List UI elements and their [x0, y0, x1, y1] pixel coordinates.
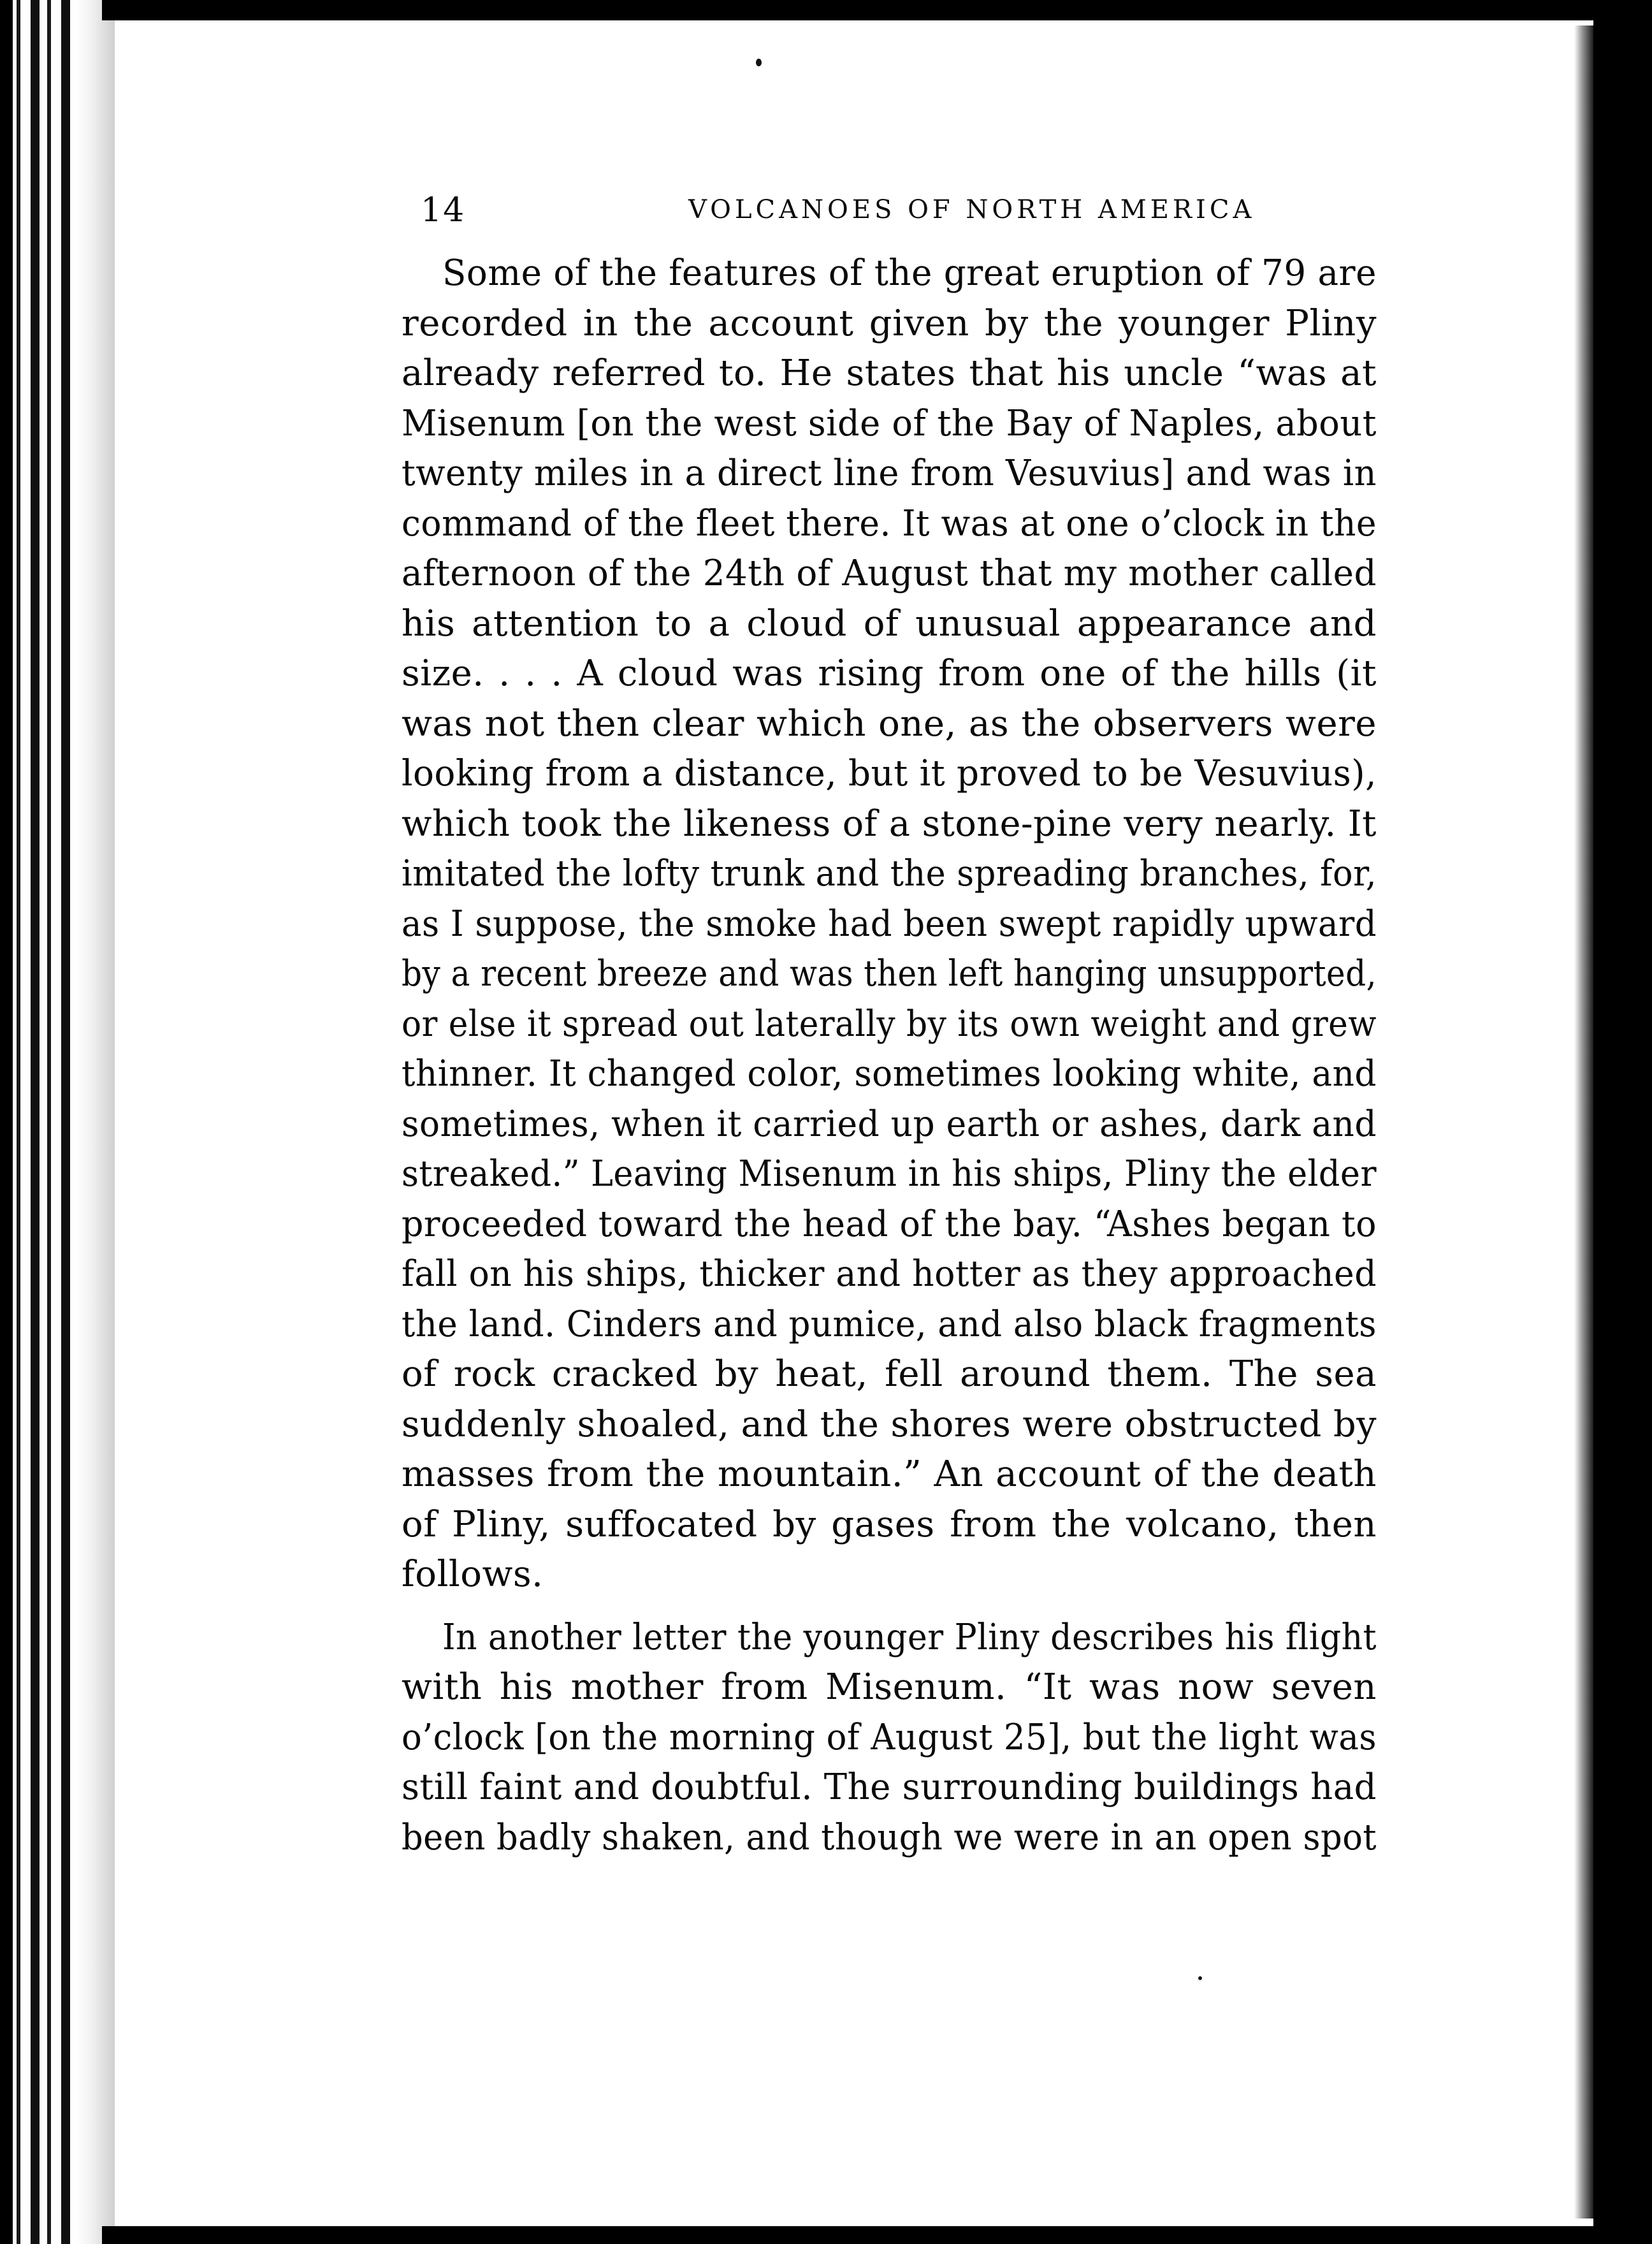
text-line: imitated the lofty trunk and the spreading branches, for,	[402, 853, 1377, 894]
text-line: thinner. It changed color, sometimes looking white, and	[402, 1053, 1377, 1095]
text-line: sometimes, when it carried up earth or ashes, dark and	[402, 1103, 1377, 1145]
text-line: fall on his ships, thicker and hotter as they approached	[402, 1253, 1377, 1295]
book-page	[382, 185, 1389, 1863]
text-line: or else it spread out laterally by its own weight and grew	[402, 1003, 1377, 1045]
text-line: Misenum [on the west side of the Bay of Naples, about	[402, 402, 1377, 444]
text-line: still faint and doubtful. The surrounding buildings had	[402, 1767, 1377, 1808]
text-line: of rock cracked by heat, fell around them. The sea	[402, 1353, 1377, 1395]
text-line: Some of the features of the great eruption of 79 are	[442, 252, 1377, 294]
text-line: twenty miles in a direct line from Vesuvius] and was in	[402, 453, 1377, 494]
scan-border-bottom	[102, 2226, 1593, 2244]
text-line: proceeded toward the head of the bay. “Ashes began to	[402, 1203, 1377, 1245]
text-line: was not then clear which one, as the observers were	[402, 703, 1377, 745]
text-line: masses from the mountain.” An account of the death	[402, 1454, 1377, 1495]
text-line: follows.	[402, 1554, 544, 1595]
scan-border-left	[0, 0, 13, 2244]
dust-speck	[1198, 1976, 1202, 1980]
body-text	[402, 249, 1377, 1863]
scan-border-top	[102, 0, 1593, 20]
text-line: his attention to a cloud of unusual appearance and	[402, 602, 1377, 645]
text-line: of Pliny, suffocated by gases from the volcano, then	[402, 1503, 1377, 1545]
text-line: by a recent breeze and was then left hanging unsupported,	[402, 953, 1377, 994]
text-line: command of the fleet there. It was at one o’clock in the	[402, 502, 1377, 544]
text-line: size. . . . A cloud was rising from one of the hills (it	[402, 653, 1377, 694]
book-page-edges-left	[0, 0, 115, 2244]
paragraph-2	[402, 1613, 1377, 1863]
text-line: In another letter the younger Pliny describes his flight	[442, 1616, 1377, 1658]
text-line: o’clock [on the morning of August 25], but the light was	[402, 1716, 1377, 1758]
text-line: streaked.” Leaving Misenum in his ships, Pliny the elder	[402, 1153, 1377, 1195]
text-line: which took the likeness of a stone-pine very nearly. It	[402, 803, 1377, 845]
running-title: VOLCANOES OF NORTH AMERICA	[688, 195, 1256, 224]
page-number: 14	[421, 191, 466, 229]
text-line: already referred to. He states that his uncle “was at	[402, 353, 1377, 394]
scan-border-right	[1593, 0, 1652, 2244]
text-line: looking from a distance, but it proved to be Vesuvius),	[402, 753, 1377, 794]
book-page-edge-right	[1574, 26, 1593, 2218]
dust-speck	[756, 59, 762, 66]
text-line: been badly shaken, and though we were in an open spot	[402, 1816, 1377, 1858]
text-line: suddenly shoaled, and the shores were obstructed by	[402, 1403, 1377, 1445]
running-head	[421, 185, 1389, 249]
paragraph-1	[402, 249, 1377, 1600]
text-line: as I suppose, the smoke had been swept rapidly upward	[402, 903, 1377, 945]
text-line: recorded in the account given by the younger Pliny	[402, 302, 1377, 344]
text-line: the land. Cinders and pumice, and also black fragments	[402, 1303, 1377, 1345]
text-line: afternoon of the 24th of August that my mother called	[402, 553, 1377, 594]
text-line: with his mother from Misenum. “It was now seven	[402, 1666, 1377, 1708]
